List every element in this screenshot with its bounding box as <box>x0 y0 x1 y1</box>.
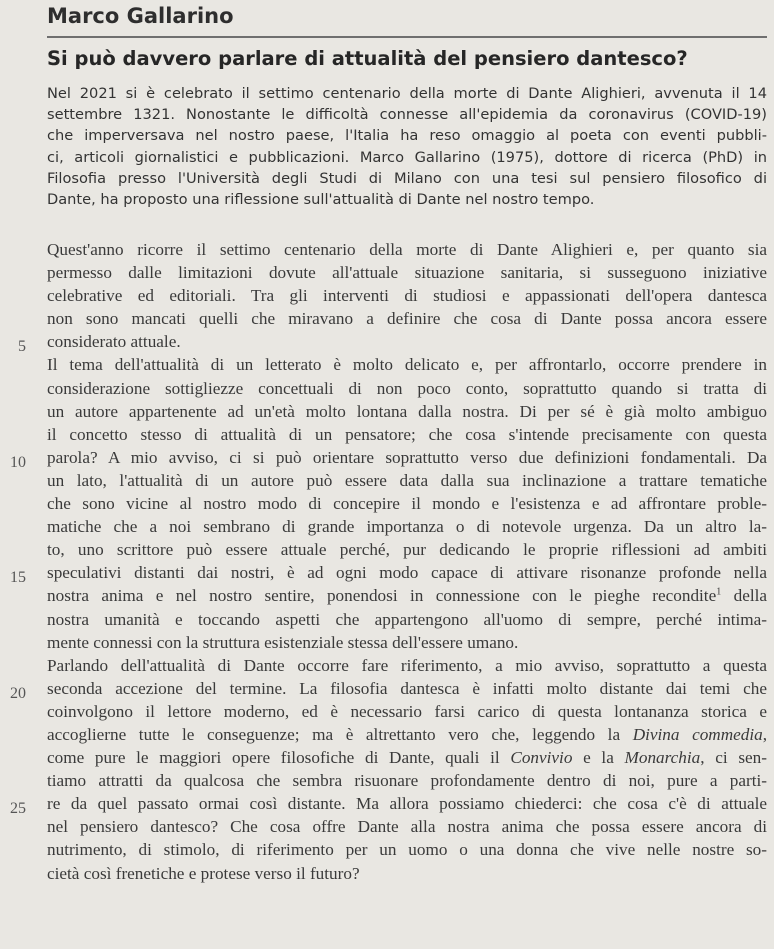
article-title: Si può davvero parlare di attualità del pensiero dantesco? <box>47 47 688 70</box>
work-title-monarchia: Monarchia <box>624 748 701 768</box>
body-line: Parlando dell'attualità di Dante occorre fare riferimento, a mio avviso, soprattutto a questa <box>47 655 767 675</box>
work-title-divina-commedia: Divina commedia <box>632 724 763 744</box>
line-number: 15 <box>10 569 26 586</box>
body-line: Il tema dell'attualità di un letterato è molto delicato e, per affrontarlo, occorre prendere in <box>47 355 767 375</box>
body-line-with-italic <box>47 746 767 769</box>
body-line: tiamo attratti da qualcosa che sembra risuonare profondamente dentro di noi, pure a parti- <box>47 771 767 791</box>
intro-line: Dante, ha proposto una riflessione sull'attualità di Dante nel nostro tempo. <box>47 191 595 209</box>
body-line: seconda accezione del termine. La filosofia dantesca è infatti molto distante dai temi che <box>47 678 767 698</box>
header-rule <box>47 36 767 38</box>
body-line: parola? A mio avviso, ci si può orientare soprattutto verso due definizioni fondamentali. Da <box>47 447 767 467</box>
body-text <box>47 238 767 885</box>
footnote-marker[interactable]: 1 <box>716 586 722 598</box>
body-line: celebrative ed editoriali. Tra gli interventi di studiosi e appassionati dell'opera dantesca <box>47 286 767 306</box>
intro-paragraph <box>47 83 767 210</box>
body-line: non sono mancati quelli che miravano a definire che cosa di Dante possa ancora essere <box>47 309 767 329</box>
body-line: Quest'anno ricorre il settimo centenario della morte di Dante Alighieri e, per quanto sia <box>47 240 767 259</box>
body-line: re da quel passato ormai così distante. Ma allora possiamo chiederci: che cosa c'è di attuale <box>47 794 767 814</box>
body-line-tail: , ci sen- <box>700 748 767 768</box>
body-line: mente connessi con la struttura esistenziale stessa dell'essere umano. <box>47 632 519 652</box>
line-number: 20 <box>10 685 26 702</box>
body-line-with-italic <box>47 723 767 746</box>
body-line: to, uno scrittore può essere attuale perché, pur dedicando le proprie riflessioni ad ambiti <box>47 540 767 560</box>
body-line-text: come pure le maggiori opere filosofiche di Dante, quali il <box>47 748 500 768</box>
body-line: nostra umanità e toccando aspetti che appartengono all'uomo di sempre, perché intima- <box>47 609 767 629</box>
body-line: matiche che a noi sembrano di grande importanza o di notevole urgenza. Da un altro la- <box>47 517 767 537</box>
body-line: un autore appartenente ad un'età molto lontana dalla nostra. Di per sé è già molto ambiguo <box>47 401 767 421</box>
line-number: 5 <box>18 338 26 355</box>
body-line: che sono vicine al nostro modo di concepire il mondo e l'esistenza e ad affrontare proble- <box>47 494 767 514</box>
body-line: coinvolgono il lettore moderno, ed è necessario farsi carico di questa lontananza storica e <box>47 701 767 721</box>
intro-line: Filosofia presso l'Università degli Studi di Milano con una tesi sul pensiero filosofico di <box>47 169 767 187</box>
body-line-mid: e la <box>572 748 625 768</box>
author-name: Marco Gallarino <box>47 4 234 28</box>
line-number: 25 <box>10 800 26 817</box>
body-line: speculativi distanti dai nostri, è ad ogni modo capace di attivare risonanze profonde nella <box>47 563 767 583</box>
intro-line: che imperversava nel nostro paese, l'Italia ha reso omaggio al poeta con eventi pubbli- <box>47 127 767 145</box>
body-line: cietà così frenetiche e protese verso il futuro? <box>47 863 360 883</box>
intro-line: Nel 2021 si è celebrato il settimo centenario della morte di Dante Alighieri, avvenuta il 14 <box>47 85 767 102</box>
intro-line: ci, articoli giornalistici e pubblicazioni. Marco Gallarino (1975), dottore di ricerca (PhD) in <box>47 148 767 166</box>
intro-line: settembre 1321. Nonostante le difficoltà connesse all'epidemia da coronavirus (COVID-19) <box>47 106 767 124</box>
line-number: 10 <box>10 454 26 471</box>
body-line: permesso dalle limitazioni dovute all'attuale situazione sanitaria, si susseguono iniziative <box>47 263 767 283</box>
body-line-tail: , <box>762 724 767 744</box>
work-title-convivio: Convivio <box>510 748 573 768</box>
body-line: un lato, l'attualità di un autore può essere data dalla sua inclinazione a trattare tematiche <box>47 470 767 490</box>
body-line: nel pensiero dantesco? Che cosa offre Dante alla nostra anima che possa essere ancora di <box>47 817 767 837</box>
body-line: il concetto stesso di attualità di un pensatore; che cosa s'intende precisamente con questa <box>47 424 767 444</box>
body-line-with-footnote <box>47 584 767 607</box>
body-line: considerato attuale. <box>47 332 181 352</box>
body-line-text: accoglierne tutte le conseguenze; ma è altrettanto vero che, leggendo la <box>47 724 621 744</box>
body-line-text: nostra anima e nel nostro sentire, ponendosi in connessione con le pieghe recondite <box>47 586 717 606</box>
body-line: nutrimento, di stimolo, di riferimento per un uomo o una donna che vive nelle nostre so- <box>47 840 767 860</box>
body-line-tail: della <box>721 586 767 606</box>
body-line: considerazione sottigliezze concettuali di non poco conto, soprattutto quando si tratta di <box>47 378 767 398</box>
